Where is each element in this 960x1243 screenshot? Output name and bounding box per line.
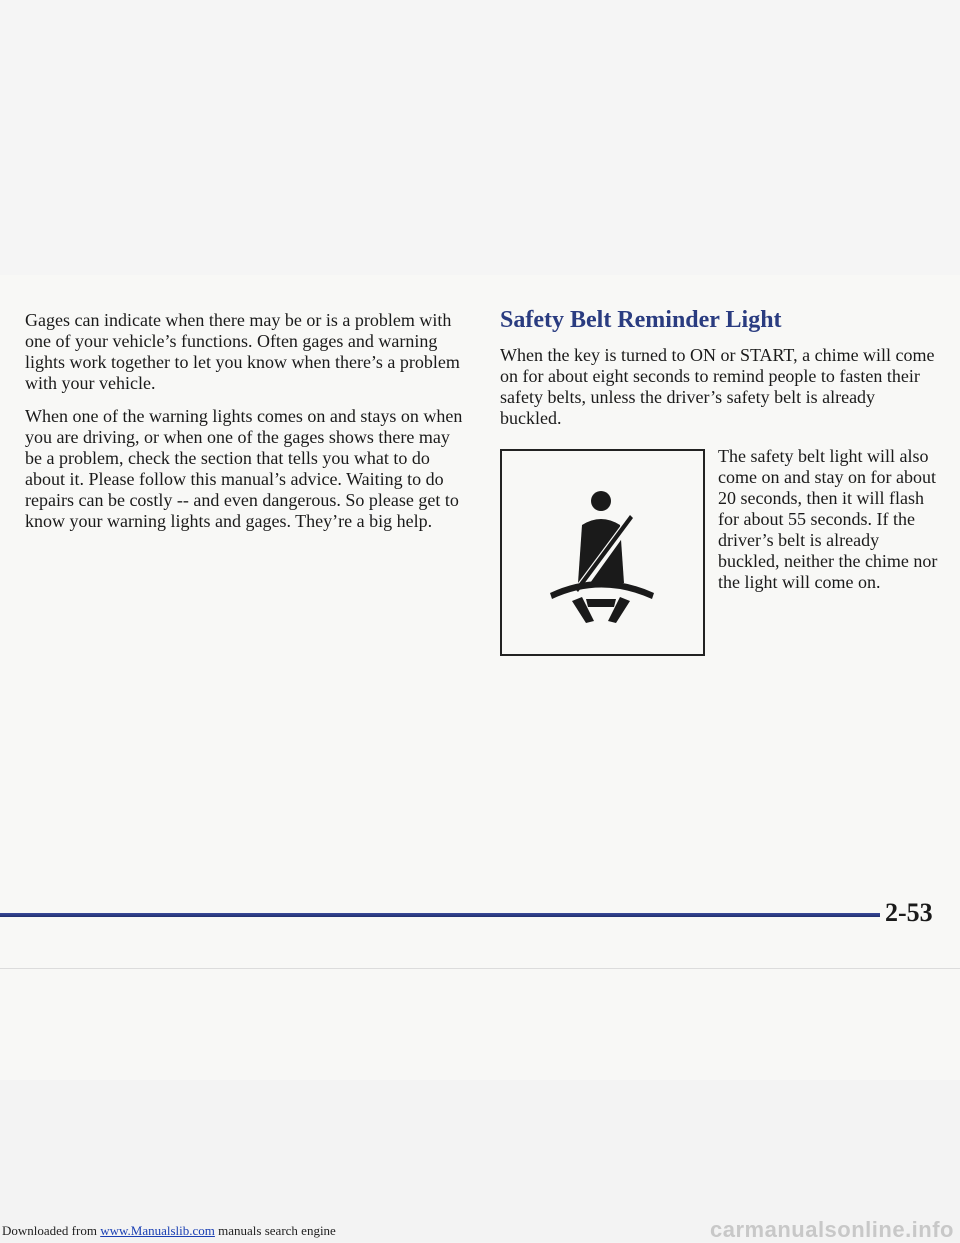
paragraph-warning-advice: When one of the warning lights comes on and stays on when you are driving, or when one of the gages shows there may be a problem, check the section that tells you what to do about it. Please follow this manual’s advice. Waiting to do repairs can be costly -- and even dangerous. So please get to know your warning lights and gages. They’re a big help. <box>25 406 463 531</box>
seatbelt-figure <box>500 449 705 656</box>
page-rule <box>0 913 880 917</box>
seatbelt-person-icon <box>502 451 703 654</box>
top-margin <box>0 0 960 275</box>
paragraph-chime: When the key is turned to ON or START, a chime will come on for about eight seconds to remind people to fasten their safety belts, unless the driver’s safety belt is already buckled. <box>500 345 935 428</box>
download-footer <box>0 1217 960 1242</box>
manualslib-link[interactable]: www.Manualslib.com <box>100 1223 215 1238</box>
right-column <box>500 305 940 429</box>
paragraph-light-behavior: The safety belt light will also come on and stay on for about 20 seconds, then it will flash for about 55 seconds. If the driver’s belt is already buckled, neither the chime nor the light will come on. <box>718 446 938 592</box>
footer-suffix: manuals search engine <box>214 1223 336 1238</box>
left-column <box>25 310 465 544</box>
watermark-text: carmanualsonline.info <box>710 1217 954 1242</box>
footer-source <box>2 1223 336 1239</box>
scan-line <box>0 968 960 969</box>
section-heading: Safety Belt Reminder Light <box>500 307 782 333</box>
paragraph-gages-intro: Gages can indicate when there may be or is a problem with one of your vehicle’s functions. Often gages and warning lights work together to let you know when there’s a problem with your vehicle. <box>25 310 460 393</box>
page-number: 2-53 <box>885 898 933 927</box>
footer-prefix: Downloaded from <box>2 1223 101 1238</box>
